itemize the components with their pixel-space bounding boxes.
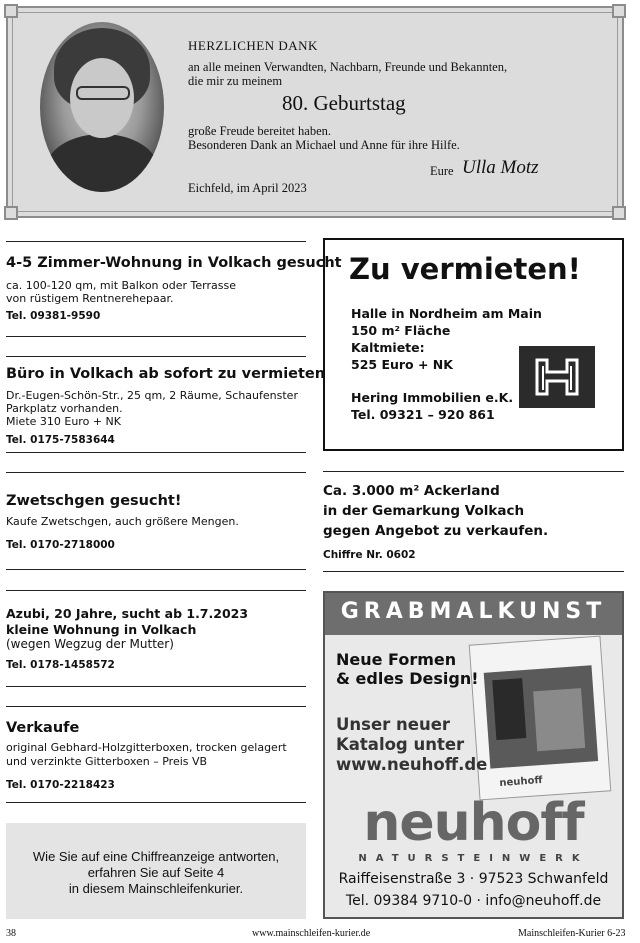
divider [323, 471, 624, 472]
ad-phone: Tel. 0170-2218423 [6, 779, 115, 791]
ackerland-chiffre: Chiffre Nr. 0602 [323, 549, 416, 561]
natursteinwerk-label: NATURSTEINWERK [358, 853, 589, 864]
ad-text: von rüstigem Rentnerehepaar. [6, 292, 174, 305]
divider [323, 571, 624, 572]
eure-label: Eure [430, 164, 454, 178]
neuhoff-contact[interactable]: Tel. 09384 9710-0 · info@neuhoff.de [345, 893, 602, 909]
rental-company: Hering Immobilien e.K. [351, 390, 514, 405]
ackerland-ad [323, 481, 548, 541]
chiffre-line: in diesem Mainschleifenkurier. [68, 881, 244, 896]
hering-logo [519, 346, 595, 408]
chiffre-line: Wie Sie auf eine Chiffreanzeige antworten, [32, 849, 280, 864]
ad-text: original Gebhard-Holzgitterboxen, trocken gelagert [6, 741, 287, 754]
corner-ornament [4, 206, 18, 220]
ad-title: kleine Wohnung in Volkach [6, 622, 197, 637]
ad-text: (wegen Wegzug der Mutter) [6, 637, 174, 651]
thank-you-line: große Freude bereitet haben. [188, 124, 331, 138]
ad-title: Verkaufe [6, 720, 80, 736]
ackerland-line: in der Gemarkung Volkach [323, 503, 525, 519]
corner-ornament [4, 4, 18, 18]
chiffre-line: erfahren Sie auf Seite 4 [87, 865, 225, 880]
ad-phone: Tel. 09381-9590 [6, 310, 101, 322]
rental-line: 150 m² Fläche [351, 323, 451, 338]
divider [6, 241, 306, 242]
catalog-line: Katalog unter [336, 735, 465, 754]
rental-line: Halle in Nordheim am Main [351, 306, 542, 321]
divider [6, 356, 306, 357]
divider [6, 686, 306, 687]
divider [6, 590, 306, 591]
thank-you-line: die mir zu meinem [188, 74, 283, 88]
neuhoff-slogan [336, 650, 479, 688]
thank-you-line: an alle meinen Verwandten, Nachbarn, Freunde und Bekannten, [188, 60, 508, 74]
ad-title: Azubi, 20 Jahre, sucht ab 1.7.2023 [6, 606, 249, 621]
corner-ornament [612, 206, 626, 220]
ad-phone: Tel. 0175-7583644 [6, 434, 115, 446]
ad-text: Miete 310 Euro + NK [6, 415, 121, 428]
divider [6, 569, 306, 570]
ad-phone: Tel. 0178-1458572 [6, 659, 115, 671]
rental-line: 525 Euro + NK [351, 357, 453, 372]
grabmalkunst-title: GRABMALKUNST [340, 599, 607, 624]
portrait-photo [40, 22, 164, 192]
rental-contact [351, 389, 513, 423]
neuhoff-address: Raiffeisenstraße 3 · 97523 Schwanfeld [338, 871, 609, 887]
rental-details [351, 305, 542, 373]
signature: Ulla Motz [462, 157, 539, 178]
catalog-line: Unser neuer [336, 715, 451, 734]
divider [6, 706, 306, 707]
chiffre-info-text [6, 849, 306, 897]
footer-issue: Mainschleifen-Kurier 6-23 [518, 928, 626, 939]
ad-text: ca. 100-120 qm, mit Balkon oder Terrasse [6, 279, 236, 292]
slogan-line: & edles Design! [336, 669, 479, 688]
ad-title: Zwetschgen gesucht! [6, 493, 182, 509]
ad-title: Büro in Volkach ab sofort zu vermieten [6, 366, 326, 382]
corner-ornament [612, 4, 626, 18]
catalog-brand-label: neuhoff [499, 774, 543, 789]
catalog-url[interactable]: www.neuhoff.de [336, 755, 488, 774]
ad-title: 4-5 Zimmer-Wohnung in Volkach gesucht [6, 255, 342, 271]
rental-phone: Tel. 09321 – 920 861 [351, 407, 495, 422]
rental-headline: Zu vermieten! [349, 252, 581, 286]
catalog-promo [336, 715, 487, 775]
divider [6, 336, 306, 337]
place-date: Eichfeld, im April 2023 [188, 181, 307, 195]
divider [6, 802, 306, 803]
divider [6, 452, 306, 453]
page-number: 38 [6, 928, 16, 939]
ad-text: Kaufe Zwetschgen, auch größere Mengen. [6, 515, 239, 528]
thank-you-heading: HERZLICHEN DANK [188, 38, 318, 53]
ad-phone: Tel. 0170-2718000 [6, 539, 115, 551]
neuhoff-logo: neuhoff [363, 793, 584, 853]
thank-you-line: Besonderen Dank an Michael und Anne für ihre Hilfe. [188, 138, 460, 152]
ackerland-line: gegen Angebot zu verkaufen. [323, 523, 549, 539]
birthday-title: 80. Geburtstag [282, 91, 406, 115]
ad-text: Parkplatz vorhanden. [6, 402, 123, 415]
slogan-line: Neue Formen [336, 650, 457, 669]
catalog-cover-image [469, 636, 612, 801]
divider [6, 472, 306, 473]
ad-text: Dr.-Eugen-Schön-Str., 25 qm, 2 Räume, Schaufenster [6, 389, 298, 402]
footer-url[interactable]: www.mainschleifen-kurier.de [252, 928, 371, 939]
rental-line: Kaltmiete: [351, 340, 425, 355]
ad-text: und verzinkte Gitterboxen – Preis VB [6, 755, 208, 768]
ackerland-line: Ca. 3.000 m² Ackerland [323, 483, 500, 499]
